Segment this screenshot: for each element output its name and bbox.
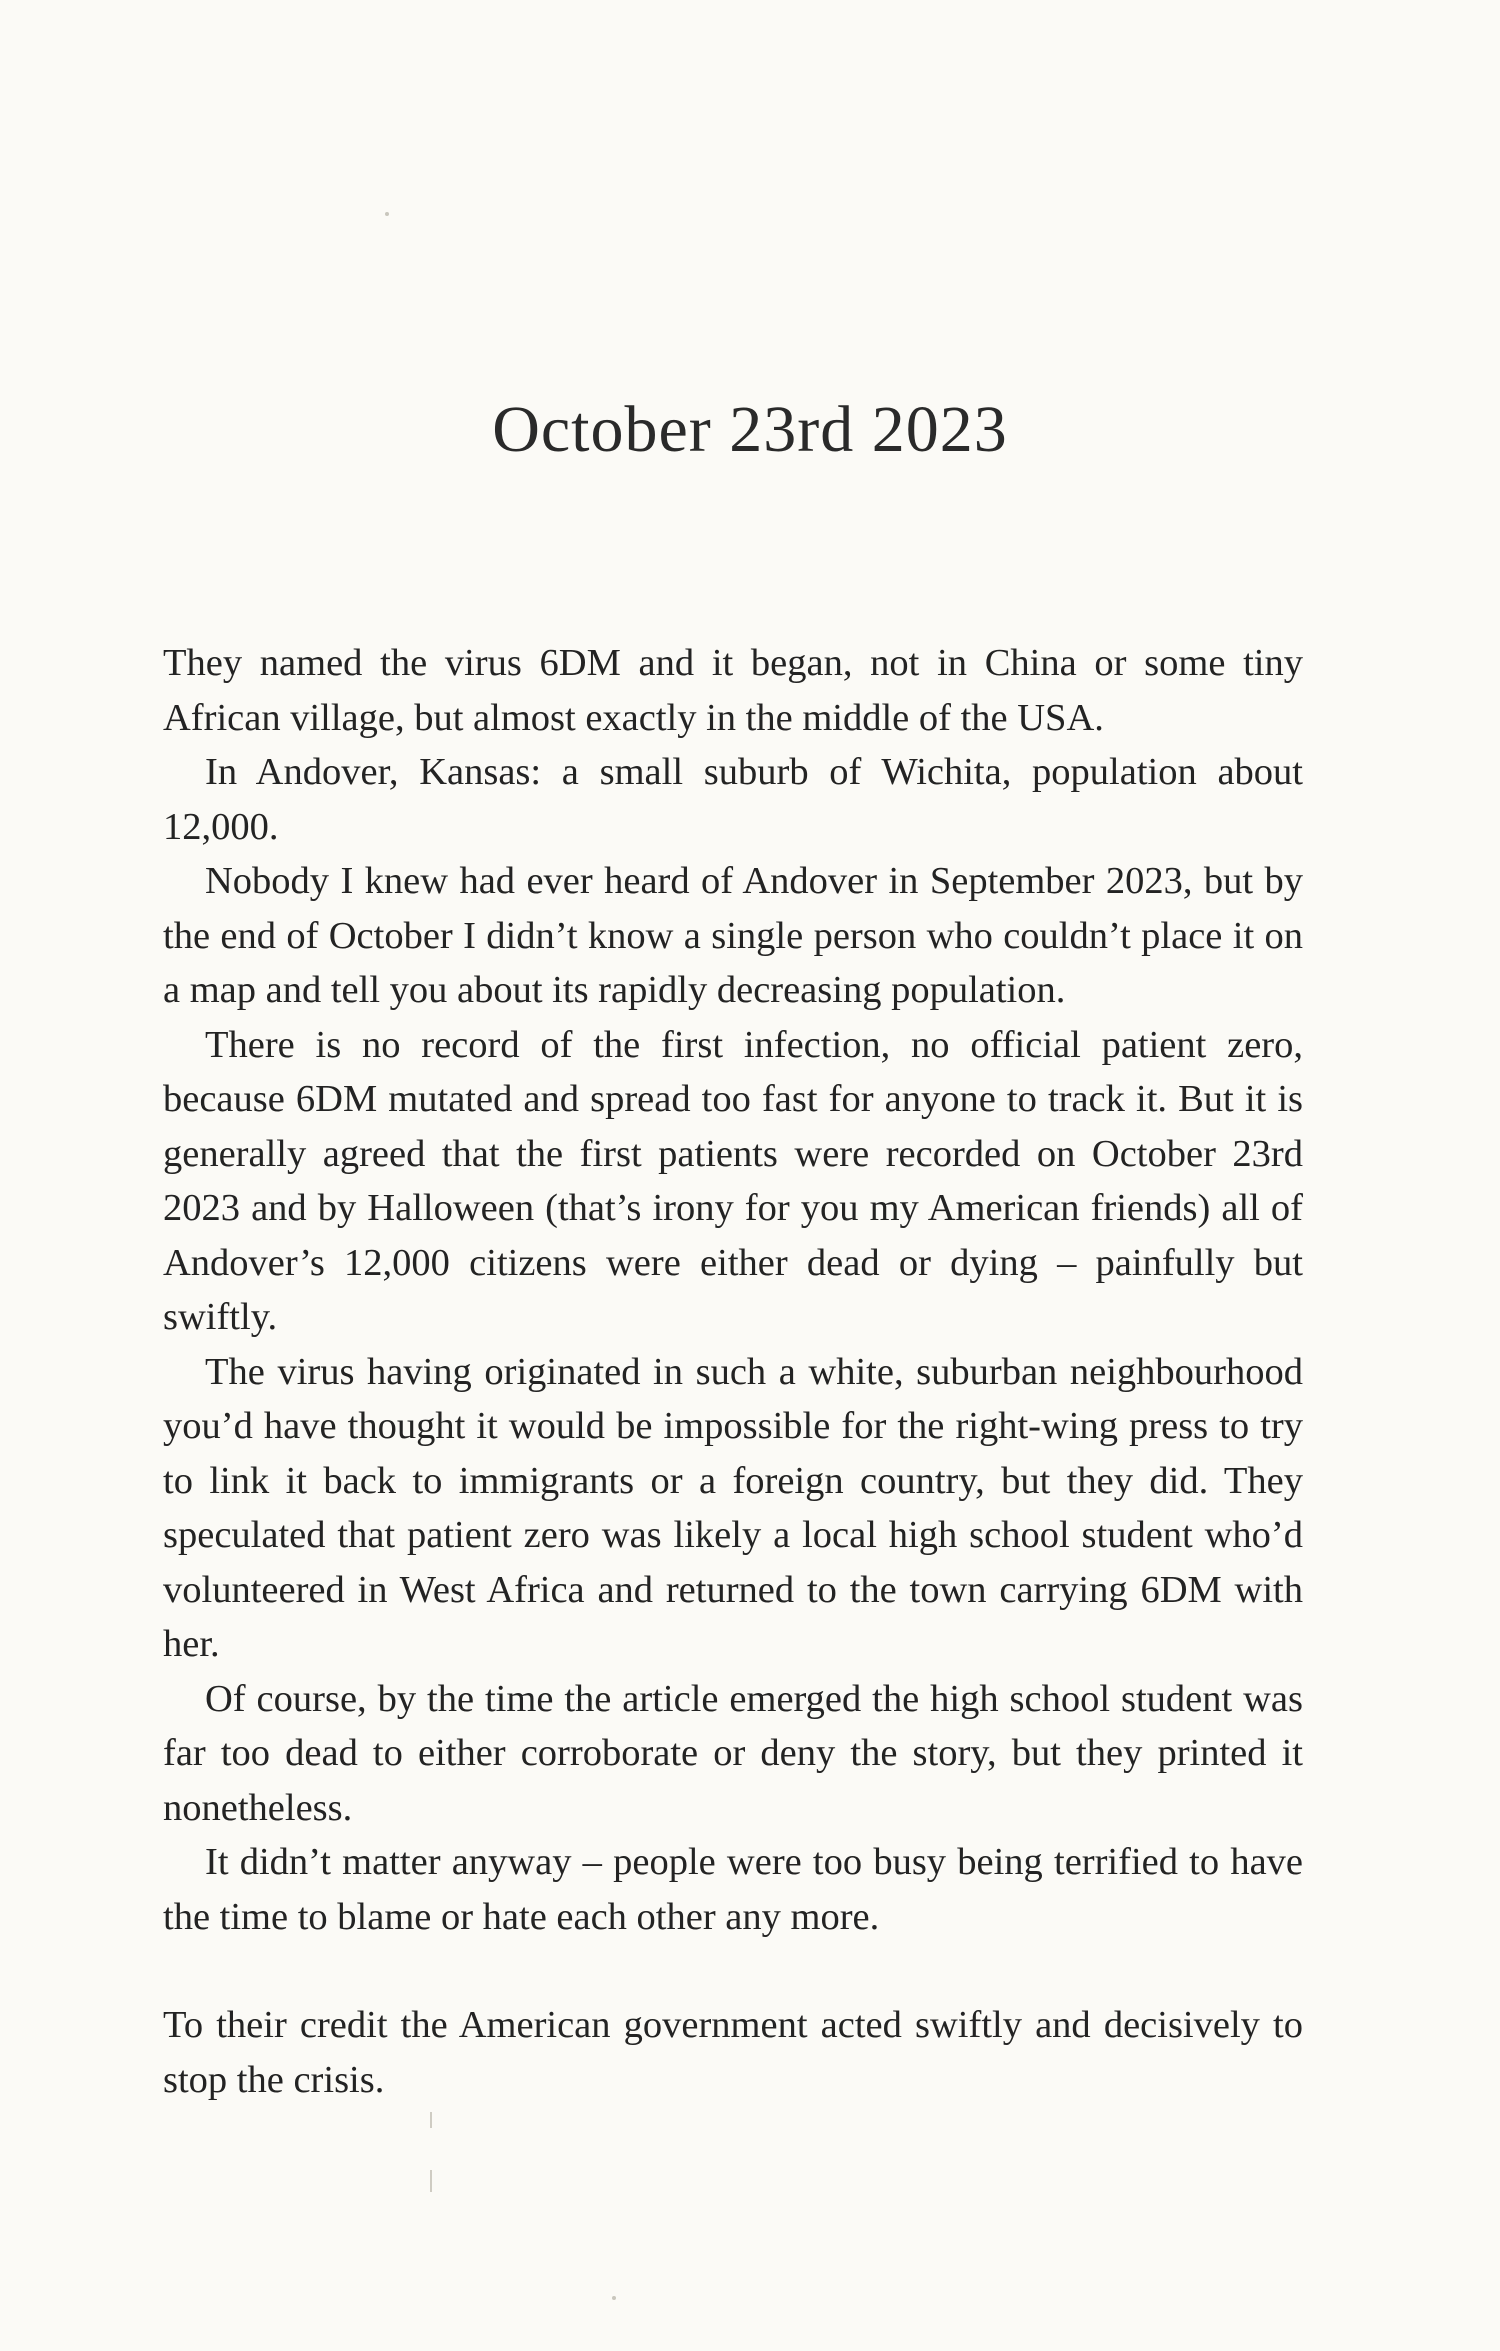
paragraph-2: In Andover, Kansas: a small suburb of Wichita, population about 12,000. — [163, 751, 1303, 848]
chapter-body — [163, 636, 1303, 2107]
chapter-title: October 23rd 2023 — [492, 393, 1008, 466]
paragraph-6: Of course, by the time the article emerged the high school student was far too dead to either corroborate or deny the story, but they printed it nonetheless. — [163, 1677, 1303, 1829]
scan-speck — [612, 2296, 616, 2300]
paragraph-1: They named the virus 6DM and it began, not in China or some tiny African village, but almost exactly in the middle of the USA. — [163, 642, 1303, 739]
paragraph-4: There is no record of the first infection, no official patient zero, because 6DM mutated and spread too fast for anyone to track it. But it is generally agreed that the first patients were recorded on October 23rd 2023 and by Halloween (that’s irony for you my American friends) all of Andover’s 12,000 citizens were either dead or dying – painfully but swiftly. — [163, 1023, 1303, 1338]
paragraph-7: It didn’t matter anyway – people were too busy being terrified to have the time to blame or hate each other any more. — [163, 1841, 1303, 1938]
scan-speck — [385, 212, 389, 216]
paragraph-3: Nobody I knew had ever heard of Andover in September 2023, but by the end of October I didn’t know a single person who couldn’t place it on a map and tell you about its rapidly decreasing population. — [163, 860, 1303, 1011]
paragraph-5: The virus having originated in such a white, suburban neighbourhood you’d have thought it would be impossible for the right-wing press to try to link it back to immigrants or a foreign country, but they did. They speculated that patient zero was likely a local high school student who’d volunteered in West Africa and returned to the town carrying 6DM with her. — [163, 1350, 1303, 1665]
paragraph-8: To their credit the American government acted swiftly and decisively to stop the crisis. — [163, 2004, 1303, 2101]
scan-mark — [430, 2170, 432, 2192]
scan-mark — [430, 2112, 432, 2128]
